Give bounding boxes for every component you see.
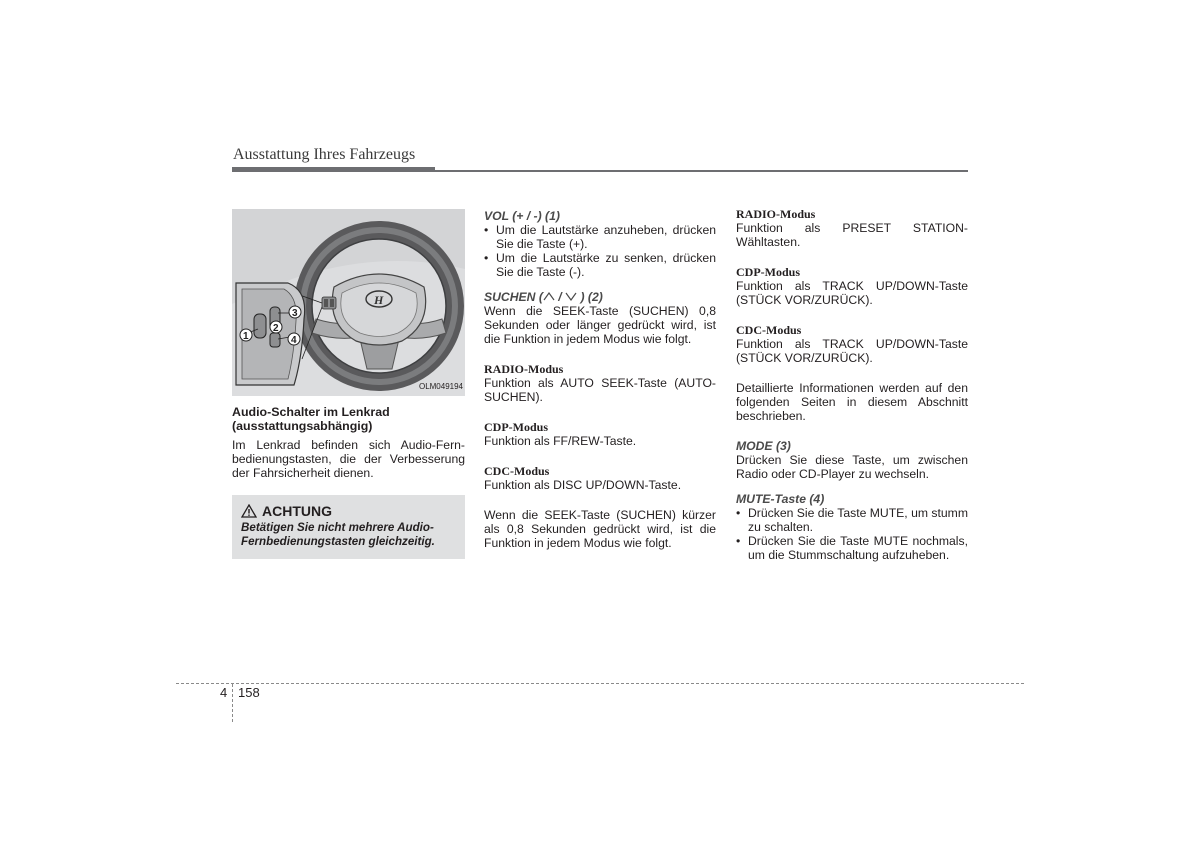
bullet-dot: • bbox=[484, 223, 489, 237]
mute-bullet-2 bbox=[736, 534, 968, 562]
mute-bullet-1 bbox=[736, 506, 968, 534]
svg-text:H: H bbox=[374, 293, 384, 307]
svg-text:3: 3 bbox=[292, 308, 298, 319]
details-paragraph: Detaillierte Informationen werden auf den folgenden Seiten in diesem Abschnitt beschrieben. bbox=[736, 381, 968, 423]
cdc-mode-text: Funktion als TRACK UP/DOWN-Taste (STÜCK VOR/ZURÜCK). bbox=[736, 337, 968, 365]
mode-heading: MODE (3) bbox=[736, 439, 791, 453]
mute-heading: MUTE-Taste (4) bbox=[736, 492, 825, 506]
cdc-mode-label: CDC-Modus bbox=[484, 464, 550, 478]
vol-bullet-2 bbox=[484, 251, 716, 279]
radio-mode-text: Funktion als AUTO SEEK-Taste (AUTO-SUCHEN). bbox=[484, 376, 716, 404]
warning-box bbox=[232, 495, 465, 559]
steering-wheel-figure bbox=[232, 209, 465, 396]
suchen-heading-post: ) (2) bbox=[577, 290, 603, 304]
page-header-title: Ausstattung Ihres Fahrzeugs bbox=[233, 146, 416, 163]
cdp-mode-label: CDP-Modus bbox=[736, 265, 801, 279]
header-rule-thin bbox=[435, 170, 968, 172]
footer-dashed-rule bbox=[176, 683, 1024, 684]
suchen-heading-mid: / bbox=[554, 290, 566, 304]
bullet-text: Um die Lautstärke anzuheben, drücken Sie die Taste (+). bbox=[496, 223, 716, 251]
bullet-dot: • bbox=[736, 506, 741, 520]
right-column bbox=[736, 207, 968, 562]
suchen-heading bbox=[484, 290, 716, 304]
bullet-text: Um die Lautstärke zu senken, drücken Sie die Taste (-). bbox=[496, 251, 716, 279]
vol-bullet-1 bbox=[484, 223, 716, 251]
vol-heading: VOL (+ / -) (1) bbox=[484, 209, 560, 223]
middle-column bbox=[484, 209, 716, 550]
svg-text:2: 2 bbox=[273, 323, 279, 334]
left-column bbox=[232, 209, 465, 559]
bullet-dot: • bbox=[484, 251, 489, 265]
cdp-mode-label: CDP-Modus bbox=[484, 420, 549, 434]
section-title bbox=[232, 405, 465, 433]
bullet-dot: • bbox=[736, 534, 741, 548]
header-rule-thick bbox=[232, 167, 435, 172]
intro-paragraph: Im Lenkrad befinden sich Audio-Fern-bedienungstasten, die der Verbesserung der Fahrsicherheit dienen. bbox=[232, 438, 465, 480]
suchen-heading-pre: SUCHEN ( bbox=[484, 290, 543, 304]
bullet-text: Drücken Sie die Taste MUTE nochmals, um die Stummschaltung aufzuheben. bbox=[748, 534, 968, 562]
seek-short-paragraph: Wenn die SEEK-Taste (SUCHEN) kürzer als 0,8 Sekunden gedrückt wird, ist die Funktion in jedem Modus wie folgt. bbox=[484, 508, 716, 550]
footer-dashed-divider bbox=[232, 684, 233, 722]
mode-text: Drücken Sie diese Taste, um zwischen Radio oder CD-Player zu wechseln. bbox=[736, 453, 968, 481]
warning-header bbox=[241, 503, 457, 519]
chevron-up-icon bbox=[543, 292, 555, 301]
section-title-line1: Audio-Schalter im Lenkrad bbox=[232, 405, 390, 419]
figure-code: OLM049194 bbox=[418, 382, 463, 391]
svg-text:1: 1 bbox=[243, 331, 249, 342]
bullet-text: Drücken Sie die Taste MUTE, um stumm zu schalten. bbox=[748, 506, 968, 534]
cdp-mode-text: Funktion als FF/REW-Taste. bbox=[484, 434, 637, 448]
radio-mode-text: Funktion als PRESET STATION-Wähltasten. bbox=[736, 221, 968, 249]
section-title-line2: (ausstattungsabhängig) bbox=[232, 419, 373, 433]
chapter-number: 4 bbox=[220, 685, 228, 700]
cdc-mode-label: CDC-Modus bbox=[736, 323, 802, 337]
suchen-body: Wenn die SEEK-Taste (SUCHEN) 0,8 Sekunden oder länger gedrückt wird, ist die Funktion in jedem Modus wie folgt. bbox=[484, 304, 716, 346]
radio-mode-label: RADIO-Modus bbox=[484, 362, 564, 376]
steering-wheel-illustration bbox=[232, 209, 465, 396]
cdp-mode-text: Funktion als TRACK UP/DOWN-Taste (STÜCK VOR/ZURÜCK). bbox=[736, 279, 968, 307]
radio-mode-label: RADIO-Modus bbox=[736, 207, 816, 221]
page-number: 158 bbox=[238, 685, 260, 700]
svg-text:4: 4 bbox=[291, 335, 297, 346]
chevron-down-icon bbox=[565, 292, 577, 301]
warning-title: ACHTUNG bbox=[262, 503, 332, 519]
cdc-mode-text: Funktion als DISC UP/DOWN-Taste. bbox=[484, 478, 682, 492]
warning-triangle-icon bbox=[241, 504, 257, 518]
warning-text: Betätigen Sie nicht mehrere Audio-Fernbedienungstasten gleichzeitig. bbox=[241, 521, 435, 548]
